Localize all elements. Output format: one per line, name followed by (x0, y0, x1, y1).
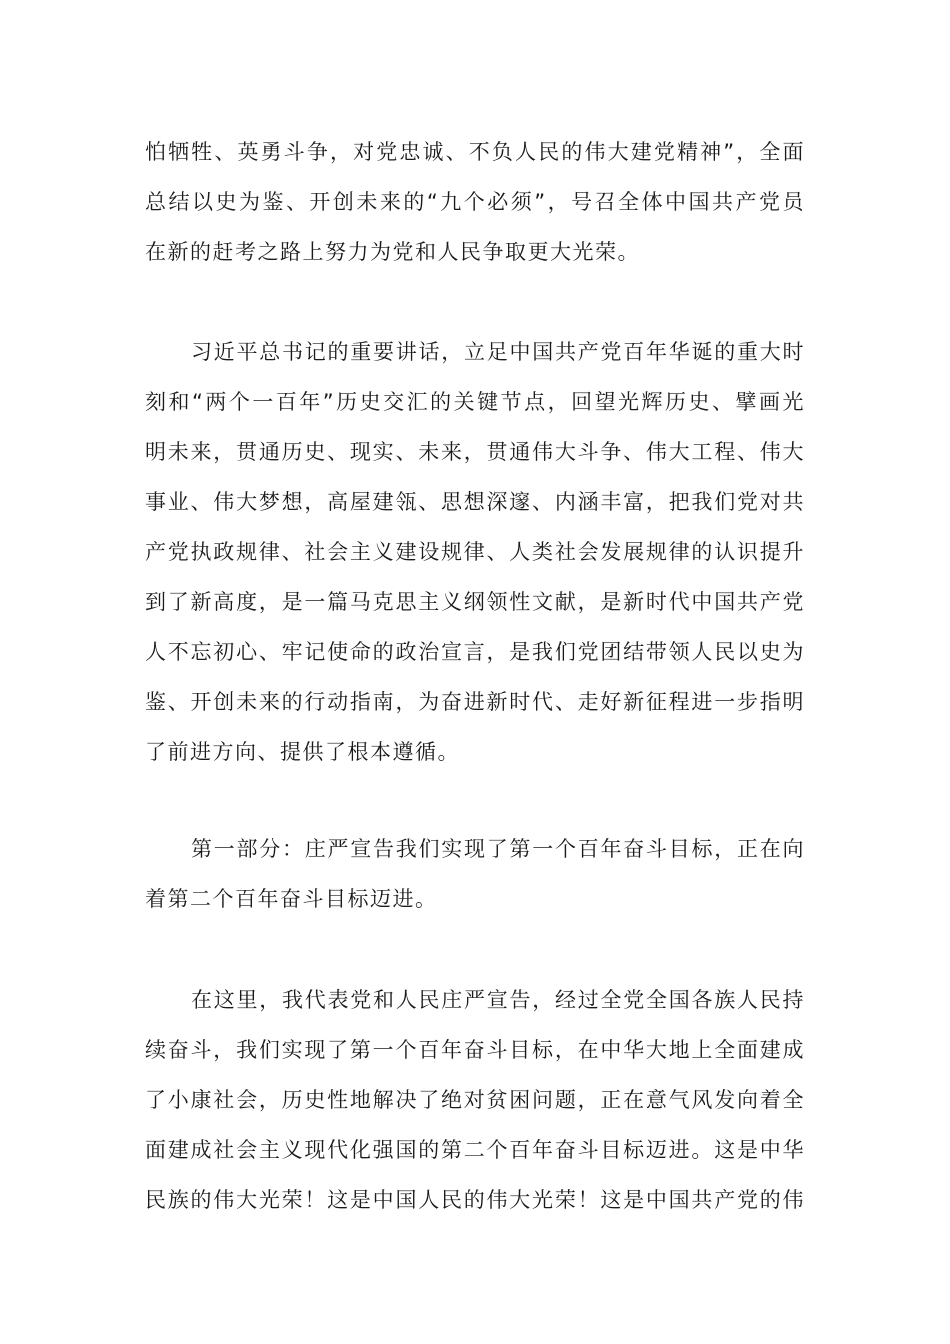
text-line: 了小康社会，历史性地解决了绝对贫困问题，正在意气风发向着全 (145, 1088, 805, 1112)
text-line: 在这里，我代表党和人民庄严宣告，经过全党全国各族人民持 (191, 988, 805, 1012)
text-line: 到了新高度，是一篇马克思主义纲领性文献，是新时代中国共产党 (145, 590, 805, 614)
text-line: 总结以史为鉴、开创未来的“九个必须”，号召全体中国共产党员 (145, 190, 805, 214)
text-line: 明未来，贯通历史、现实、未来，贯通伟大斗争、伟大工程、伟大 (145, 440, 805, 464)
paragraph-2 (145, 327, 805, 777)
text-line: 在新的赶考之路上努力为党和人民争取更大光荣。 (145, 240, 640, 264)
text-line: 人不忘初心、牢记使命的政治宣言，是我们党团结带领人民以史为 (145, 640, 805, 664)
text-line: 事业、伟大梦想，高屋建瓴、思想深邃、内涵丰富，把我们党对共 (145, 490, 805, 514)
text-line: 面建成社会主义现代化强国的第二个百年奋斗目标迈进。这是中华 (145, 1138, 805, 1162)
text-line: 民族的伟大光荣！这是中国人民的伟大光荣！这是中国共产党的伟 (145, 1188, 805, 1212)
paragraph-3 (145, 824, 805, 924)
paragraph-1 (145, 127, 805, 277)
text-line: 了前进方向、提供了根本遵循。 (145, 740, 460, 764)
text-line: 鉴、开创未来的行动指南，为奋进新时代、走好新征程进一步指明 (145, 690, 805, 714)
text-line: 着第二个百年奋斗目标迈进。 (145, 887, 438, 911)
text-line: 产党执政规律、社会主义建设规律、人类社会发展规律的认识提升 (145, 540, 805, 564)
text-line: 续奋斗，我们实现了第一个百年奋斗目标，在中华大地上全面建成 (145, 1038, 805, 1062)
text-line: 怕牺牲、英勇斗争，对党忠诚、不负人民的伟大建党精神”，全面 (145, 140, 805, 164)
paragraph-4 (145, 975, 805, 1225)
text-line: 习近平总书记的重要讲话，立足中国共产党百年华诞的重大时 (191, 340, 805, 364)
text-line: 刻和“两个一百年”历史交汇的关键节点，回望光辉历史、擘画光 (145, 390, 805, 414)
text-line: 第一部分：庄严宣告我们实现了第一个百年奋斗目标，正在向 (191, 837, 805, 861)
